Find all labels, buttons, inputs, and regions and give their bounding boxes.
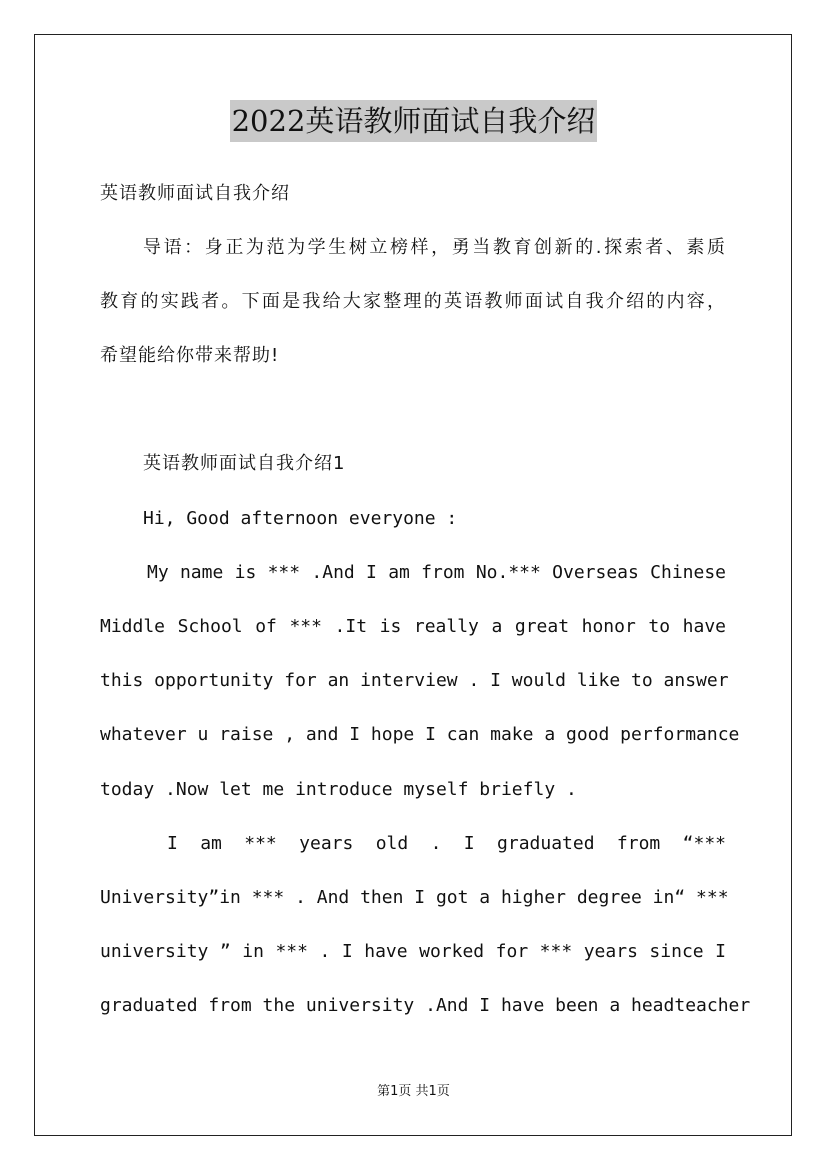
page-number-footer: 第1页 共1页 [377, 1084, 450, 1099]
title-container [0, 100, 827, 142]
section-heading: 英语教师面试自我介绍1 [143, 453, 346, 474]
paragraph-line: graduated from the university .And I have been a headteacher [100, 995, 751, 1016]
greeting-line: Hi, Good afternoon everyone : [143, 508, 458, 529]
paragraph-line: whatever u raise , and I hope I can make a good performance [100, 724, 740, 745]
paragraph-line: I am *** years old . I graduated from “*** [167, 833, 726, 854]
paragraph-line: this opportunity for an interview . I would like to answer [100, 670, 729, 691]
paragraph-line: today .Now let me introduce myself briefly . [100, 779, 577, 800]
paragraph-line: university ” in *** . I have worked for *** years since I [100, 941, 726, 962]
intro-line: 导语：身正为范为学生树立榜样，勇当教育创新的.探索者、素质 [143, 237, 726, 258]
document-subtitle: 英语教师面试自我介绍 [100, 183, 290, 204]
paragraph-line: Middle School of *** .It is really a great honor to have [100, 616, 726, 637]
intro-line: 教育的实践者。下面是我给大家整理的英语教师面试自我介绍的内容， [100, 291, 726, 312]
paragraph-line: My name is *** .And I am from No.*** Overseas Chinese [147, 562, 726, 583]
intro-line: 希望能给你带来帮助! [100, 345, 280, 366]
paragraph-line: University”in *** . And then I got a higher degree in“ *** [100, 887, 729, 908]
document-title: 2022英语教师面试自我介绍 [230, 100, 598, 142]
